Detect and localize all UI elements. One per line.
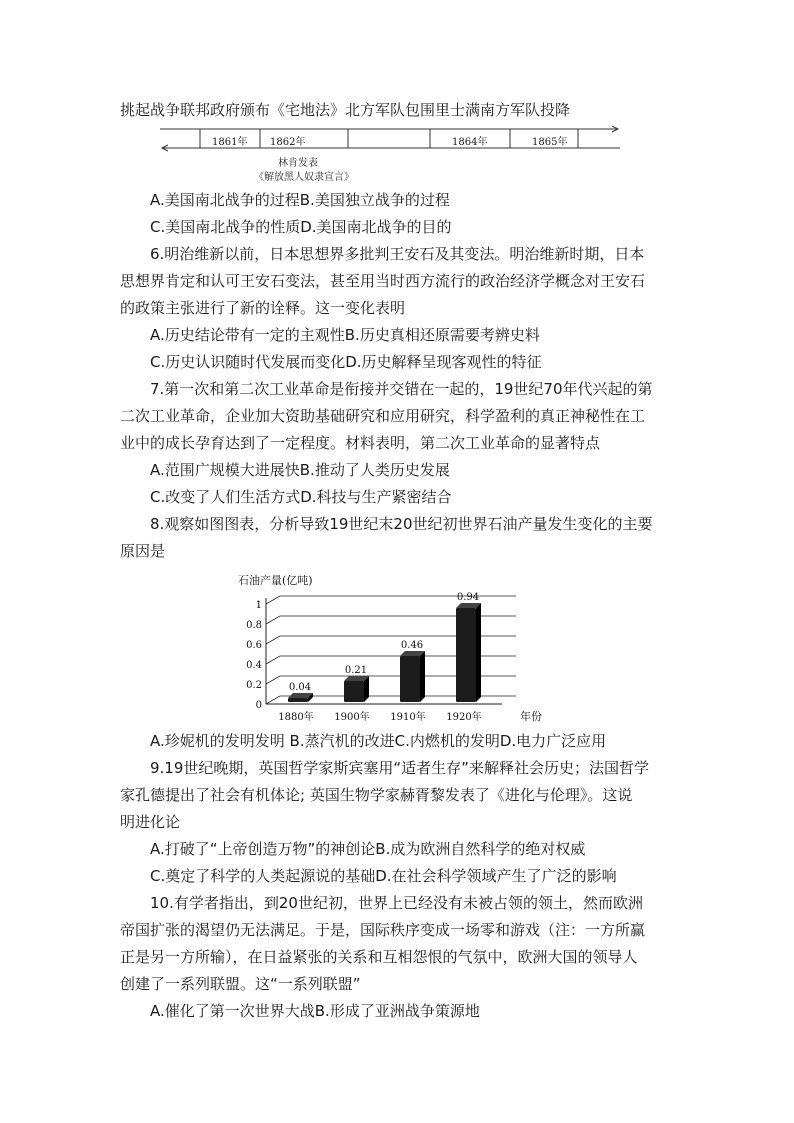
bar-1880年 bbox=[288, 698, 308, 702]
gridline-slant bbox=[266, 696, 280, 704]
q7-stem-line3: 业中的成长孕育达到了一定程度。材料表明，第二次工业革命的显著特点 bbox=[120, 434, 601, 452]
q6-stem-line1: 6.明治维新以前，日本思想界多批判王安石及其变法。明治维新时期，日本 bbox=[150, 245, 645, 263]
y-tick-label: 1 bbox=[255, 600, 262, 611]
q6-stem-line3: 的政策主张进行了新的诠释。这一变化表明 bbox=[120, 299, 406, 317]
bar-1900年 bbox=[344, 681, 364, 702]
q6-stem-line2: 思想界肯定和认可王安石变法，甚至用当时西方流行的政治经济学概念对王安石 bbox=[120, 272, 646, 290]
y-tick-label: 0.2 bbox=[246, 680, 262, 691]
q8-options: A.珍妮机的发明发明 B.蒸汽机的改进C.内燃机的发明D.电力广泛应用 bbox=[150, 732, 607, 750]
q6-options-ab: A.历史结论带有一定的主观性B.历史真相还原需要考辨史料 bbox=[150, 326, 540, 344]
q8-stem-line2: 原因是 bbox=[120, 542, 166, 560]
data-label: 0.21 bbox=[344, 665, 368, 676]
y-tick-label: 0.8 bbox=[246, 620, 262, 631]
y-tick-label: 0.4 bbox=[246, 660, 262, 671]
oil-production-chart bbox=[236, 562, 566, 730]
q10-stem-line3: 正是另一方所输），在日益紧张的关系和互相怨恨的气氛中，欧洲大国的领导人 bbox=[120, 948, 638, 966]
data-label: 0.04 bbox=[288, 682, 312, 693]
q10-stem-line1: 10.有学者指出，到20世纪初，世界上已经没有未被占领的领土，然而欧洲 bbox=[150, 894, 643, 912]
gridline-slant bbox=[266, 676, 280, 684]
data-label: 0.94 bbox=[456, 592, 480, 603]
oil-production-chart-svg bbox=[236, 562, 566, 730]
q8-stem-line1: 8.观察如图图表，分析导致19世纪末20世纪初世界石油产量发生变化的主要 bbox=[150, 515, 653, 533]
timeline-note-line1: 林肯发表 bbox=[278, 158, 318, 169]
q5-options-ab: A.美国南北战争的过程B.美国独立战争的过程 bbox=[150, 191, 450, 209]
q7-stem-line1: 7.第一次和第二次工业革命是衔接并交错在一起的，19世纪70年代兴起的第 bbox=[150, 380, 653, 398]
timeline-year-1862: 1862年 bbox=[270, 137, 306, 148]
q7-stem-line2: 二次工业革命，企业加大资助基础研究和应用研究，科学盈利的真正神秘性在工 bbox=[120, 407, 646, 425]
bar-1910年 bbox=[400, 656, 420, 702]
y-tick-label: 0.6 bbox=[246, 640, 262, 651]
y-axis-title: 石油产量(亿吨) bbox=[238, 574, 313, 587]
x-tick-label: 1900年 bbox=[334, 712, 370, 723]
q10-stem-line2: 帝国扩张的渴望仍无法满足。于是，国际秩序变成一场零和游戏（注：一方所赢 bbox=[120, 921, 646, 939]
q5-options-cd: C.美国南北战争的性质D.美国南北战争的目的 bbox=[150, 218, 452, 236]
x-axis-title: 年份 bbox=[520, 710, 542, 723]
timeline-year-1865: 1865年 bbox=[532, 137, 568, 148]
timeline-note-line2: 《解放黑人奴隶宣言》 bbox=[254, 172, 354, 183]
q10-stem-line4: 创建了一系列联盟。这“一系列联盟” bbox=[120, 975, 361, 993]
data-label: 0.46 bbox=[400, 640, 424, 651]
q9-options-ab: A.打破了“上帝创造万物”的神创论B.成为欧洲自然科学的绝对权威 bbox=[150, 840, 586, 858]
q9-stem-line2: 家孔德提出了社会有机体论; 英国生物学家赫胥黎发表了《进化与伦理》。这说 bbox=[120, 786, 633, 804]
timeline-year-1864: 1864年 bbox=[452, 137, 488, 148]
gridline-slant bbox=[266, 596, 280, 604]
q6-options-cd: C.历史认识随时代发展而变化D.历史解释呈现客观性的特征 bbox=[150, 353, 542, 371]
x-tick-label: 1910年 bbox=[390, 712, 426, 723]
q7-options-ab: A.范围广规模大进展快B.推动了人类历史发展 bbox=[150, 461, 450, 479]
gridline-slant bbox=[266, 616, 280, 624]
bar-1920年 bbox=[456, 608, 476, 702]
gridline-slant bbox=[266, 656, 280, 664]
x-tick-label: 1920年 bbox=[446, 712, 482, 723]
q9-stem-line3: 明进化论 bbox=[120, 813, 181, 831]
x-tick-label: 1880年 bbox=[278, 712, 314, 723]
q9-options-cd: C.奠定了科学的人类起源说的基础D.在社会科学领域产生了广泛的影响 bbox=[150, 867, 617, 885]
bar-side-1910年 bbox=[420, 651, 425, 702]
q9-stem-line1: 9.19世纪晚期，英国哲学家斯宾塞用“适者生存”来解释社会历史；法国哲学 bbox=[150, 759, 649, 777]
timeline-figure bbox=[160, 126, 620, 196]
bar-side-1920年 bbox=[476, 603, 481, 702]
gridline-slant bbox=[266, 636, 280, 644]
timeline-year-1861: 1861年 bbox=[212, 137, 248, 148]
q10-options-ab: A.催化了第一次世界大战B.形成了亚洲战争策源地 bbox=[150, 1002, 480, 1020]
y-tick-label: 0 bbox=[255, 700, 262, 711]
q7-options-cd: C.改变了人们生活方式D.科技与生产紧密结合 bbox=[150, 488, 452, 506]
timeline-event-row: 挑起战争联邦政府颁布《宅地法》北方军队包围里士满南方军队投降 bbox=[120, 101, 571, 119]
